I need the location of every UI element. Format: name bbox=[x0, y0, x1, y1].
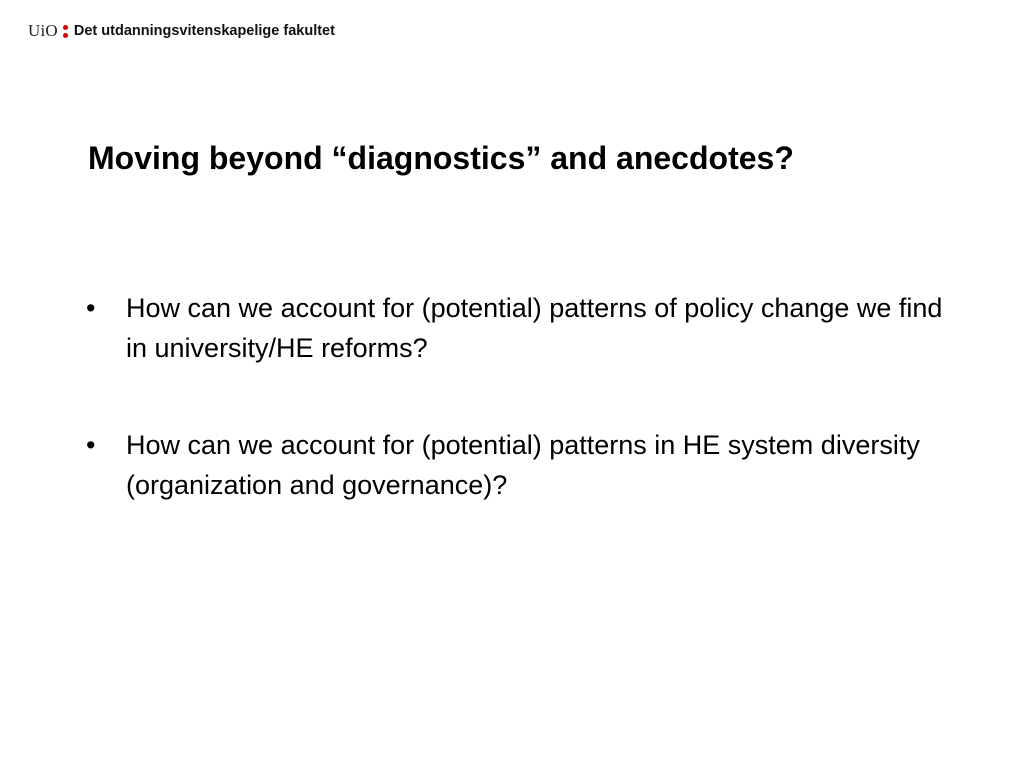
logo-dot-top bbox=[63, 25, 68, 30]
header-logo bbox=[28, 18, 335, 44]
bullet-list bbox=[86, 288, 966, 562]
logo-dot-bottom bbox=[63, 33, 68, 38]
bullet-text: How can we account for (potential) patterns of policy change we find in university/HE reforms? bbox=[126, 293, 943, 363]
bullet-item bbox=[86, 425, 966, 505]
bullet-item bbox=[86, 288, 966, 368]
uio-logo-colon-icon bbox=[63, 25, 68, 38]
bullet-symbol: • bbox=[86, 293, 96, 323]
bullet-text: How can we account for (potential) patterns in HE system diversity (organization and governance)? bbox=[126, 430, 920, 500]
uio-logo-text: UiO bbox=[28, 21, 58, 40]
faculty-name: Det utdanningsvitenskapelige fakultet bbox=[73, 23, 335, 39]
slide-title: Moving beyond “diagnostics” and anecdotes? bbox=[88, 140, 794, 176]
bullet-symbol: • bbox=[86, 430, 96, 460]
